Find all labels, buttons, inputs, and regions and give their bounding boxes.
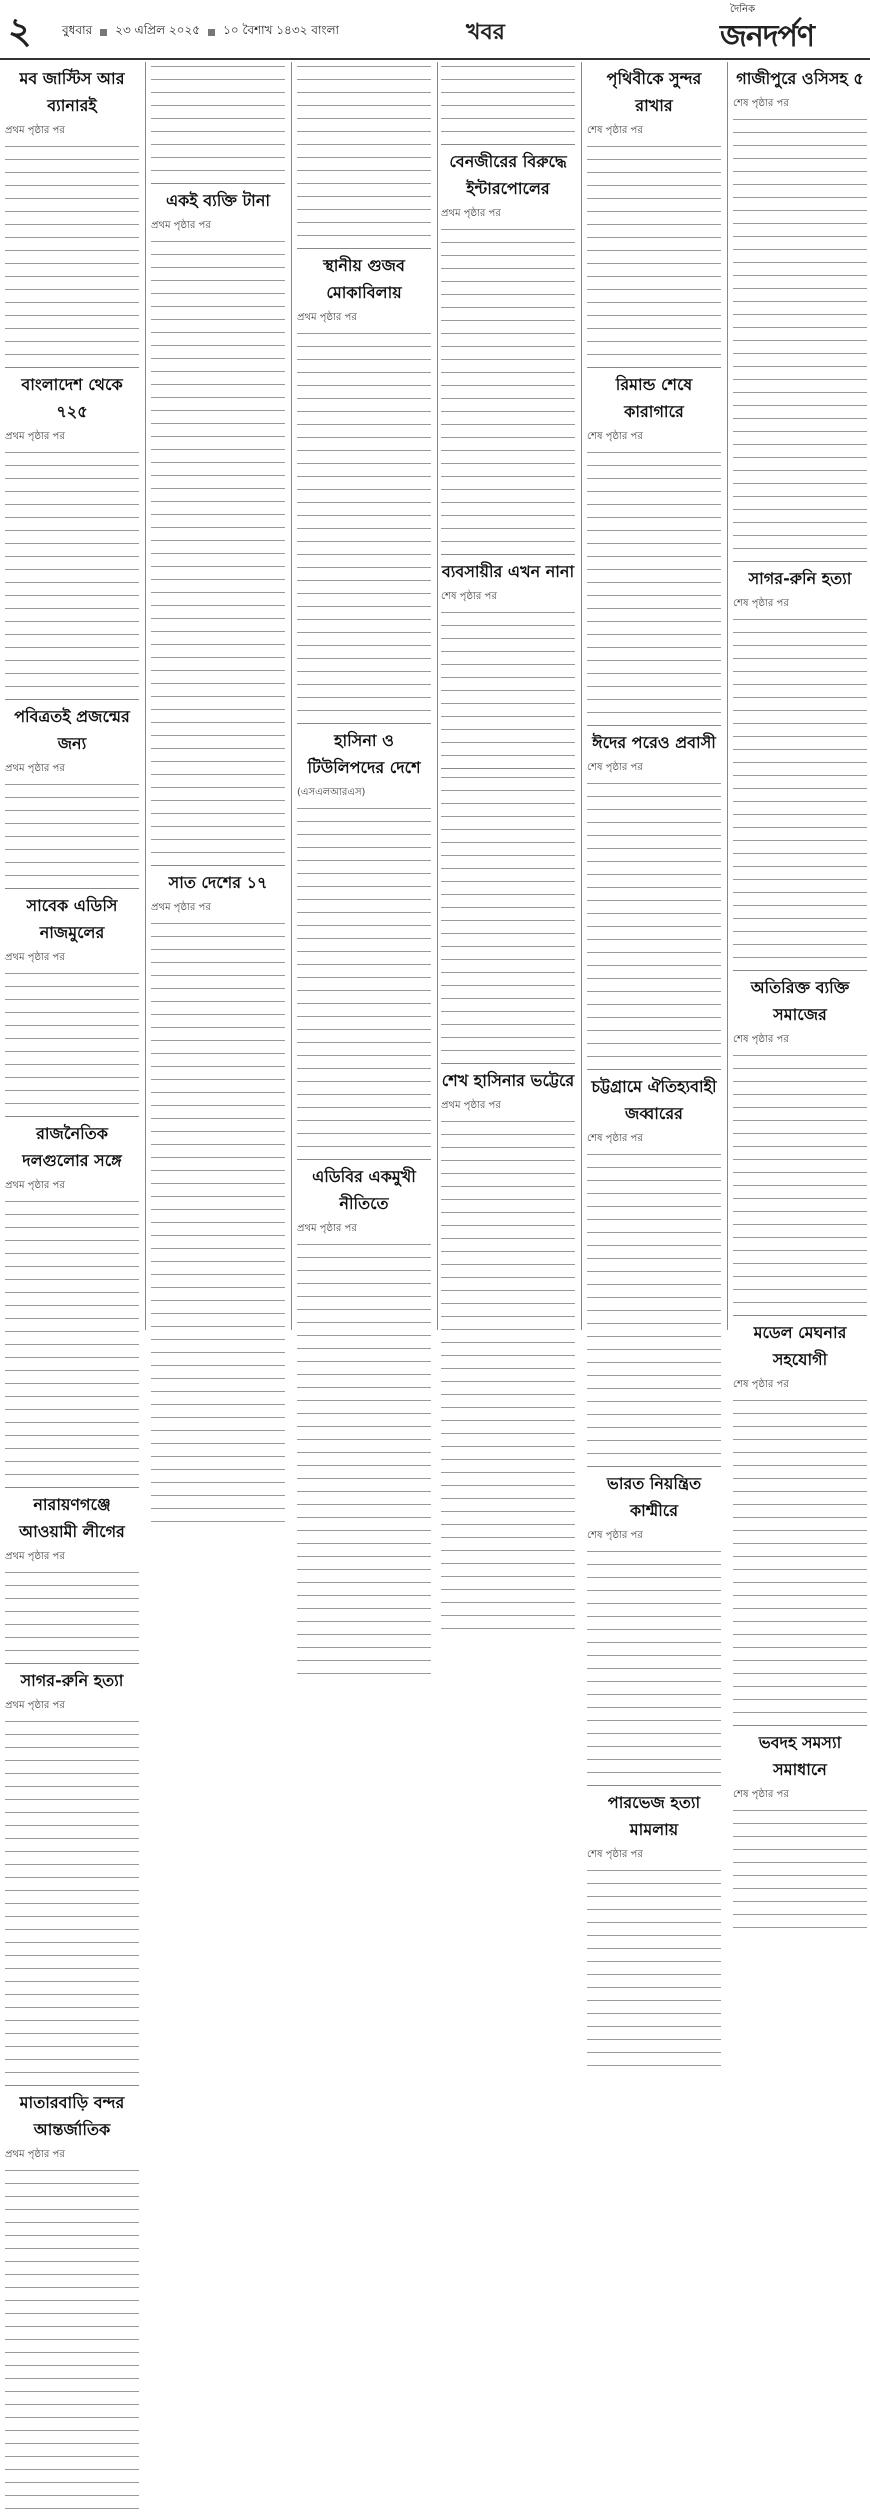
separator-square-icon: [208, 29, 215, 36]
column-1: [5, 62, 139, 2160]
continuation-note: প্রথম পৃষ্ঠার পর: [5, 952, 65, 963]
article-headline[interactable]: স্থানীয় গুজব মোকাবিলায়: [323, 256, 405, 302]
article-divider: [587, 1466, 721, 1467]
article: [441, 149, 575, 550]
article-body: [297, 804, 431, 1155]
separator-square-icon: [100, 29, 107, 36]
article-divider: [5, 2085, 139, 2086]
article-body: [5, 142, 139, 363]
article-headline[interactable]: এডিবির একমুখী নীতিতে: [312, 1167, 416, 1213]
article-divider: [587, 1069, 721, 1070]
article-divider: [733, 1315, 867, 1316]
article-headline[interactable]: পৃথিবীকে সুন্দর রাখার: [606, 69, 702, 115]
article-headline[interactable]: ভারত নিয়ন্ত্রিত কাশ্মীরে: [606, 1474, 702, 1520]
article-divider: [151, 865, 285, 866]
article: [441, 773, 575, 1059]
continuation-note: শেষ পৃষ্ঠার পর: [733, 1034, 789, 1045]
continuation-note: প্রথম পৃষ্ঠার পর: [297, 312, 357, 323]
logo-prefix: দৈনিক: [730, 4, 756, 15]
continuation-note: প্রথম পৃষ্ঠার পর: [5, 1551, 65, 1562]
article-divider: [587, 725, 721, 726]
continuation-note: শেষ পৃষ্ঠার পর: [587, 125, 643, 136]
article-body: [297, 1240, 431, 1682]
article-body: [5, 780, 139, 884]
continuation-note: শেষ পৃষ্ঠার পর: [733, 1789, 789, 1800]
article-body: [441, 1117, 575, 1637]
article: [587, 1074, 721, 1462]
article-divider: [5, 1116, 139, 1117]
article-body: [587, 142, 721, 363]
article: [5, 66, 139, 363]
column-3: [297, 62, 431, 1330]
masthead: [0, 0, 870, 60]
article-divider: [733, 1725, 867, 1726]
column-6: [733, 62, 867, 1800]
continuation-note: শেষ পৃষ্ঠার পর: [587, 1849, 643, 1860]
article: [297, 728, 431, 1155]
article-divider: [733, 561, 867, 562]
article-divider: [441, 768, 575, 769]
article-divider: [5, 1663, 139, 1664]
article-divider: [5, 367, 139, 368]
article-headline[interactable]: সাত দেশের ১৭: [168, 873, 268, 892]
article-body: [587, 779, 721, 1065]
article-headline[interactable]: ঈদের পরেও প্রবাসী: [592, 733, 716, 752]
article: [5, 1492, 139, 1659]
continuation-note: শেষ পৃষ্ঠার পর: [587, 431, 643, 442]
article: [733, 566, 867, 966]
continuation-note: শেষ পৃষ্ঠার পর: [587, 762, 643, 773]
article-headline[interactable]: হাসিনা ও টিউলিপদের দেশে: [307, 731, 421, 777]
article-headline[interactable]: ভবদহ সমস্যা সমাধানে: [758, 1733, 842, 1779]
article-headline[interactable]: গাজীপুরে ওসিসহ ৫: [736, 69, 864, 88]
continuation-note: প্রথম পৃষ্ঠার পর: [441, 208, 501, 219]
continuation-note: শেষ পৃষ্ঠার পর: [441, 591, 497, 602]
continuation-note: প্রথম পৃষ্ঠার পর: [5, 431, 65, 442]
article-divider: [733, 970, 867, 971]
article: [733, 1320, 867, 1721]
article-body: [733, 615, 867, 966]
article-headline[interactable]: রাজনৈতিক দলগুলোর সঙ্গে: [22, 1124, 122, 1170]
article-headline[interactable]: মাতারবাড়ি বন্দর আন্তর্জাতিক: [19, 2093, 125, 2139]
article-headline[interactable]: মডেল মেঘনার সহযোগী: [753, 1323, 847, 1369]
article: [297, 1164, 431, 1682]
article-divider: [151, 183, 285, 184]
page-number: ২: [8, 11, 32, 52]
gregorian-date: ২৩ এপ্রিল ২০২৫: [115, 23, 201, 37]
continuation-note: প্রথম পৃষ্ঠার পর: [5, 763, 65, 774]
article: [733, 1730, 867, 1936]
article-body: [733, 1806, 867, 1936]
continuation-note: প্রথম পৃষ্ঠার পর: [5, 125, 65, 136]
section-title: খবর: [466, 19, 505, 45]
article-headline[interactable]: সাগর-রুনি হত্যা: [748, 569, 852, 588]
continuation-note: প্রথম পৃষ্ঠার পর: [5, 1700, 65, 1711]
article-headline[interactable]: নারায়ণগঞ্জে আওয়ামী লীগের: [19, 1495, 125, 1541]
article-body: [5, 1197, 139, 1483]
article: [441, 62, 575, 140]
article: [5, 372, 139, 695]
article-body: [587, 1866, 721, 2074]
article-body: [441, 225, 575, 550]
article-headline[interactable]: বাংলাদেশ থেকে ৭২৫: [21, 375, 123, 421]
article-body: [297, 62, 431, 244]
article: [5, 1121, 139, 1483]
article: [5, 893, 139, 1112]
article-headline[interactable]: পবিত্রতই প্রজন্মের জন্য: [14, 707, 130, 753]
article-body: [5, 448, 139, 695]
continuation-note: প্রথম পৃষ্ঠার পর: [297, 1223, 357, 1234]
article: [587, 1471, 721, 1781]
article: [5, 2090, 139, 2517]
article: [587, 66, 721, 363]
article-headline[interactable]: পারভেজ হত্যা মামলায়: [607, 1793, 701, 1839]
article-headline[interactable]: বেনজীরের বিরুদ্ধে ইন্টারপোলের: [449, 152, 567, 198]
article-headline[interactable]: একই ব্যক্তি টানা: [165, 191, 271, 210]
article-headline[interactable]: শেখ হাসিনার ভট্টেরে: [441, 1071, 575, 1090]
article: [441, 559, 575, 764]
article: [441, 1068, 575, 1637]
article: [733, 66, 867, 557]
article-body: [151, 237, 285, 861]
continuation-note: শেষ পৃষ্ঠার পর: [587, 1530, 643, 1541]
column-rule: [581, 62, 582, 1330]
continuation-note: প্রথম পৃষ্ঠার পর: [5, 2149, 65, 2160]
article-body: [733, 1396, 867, 1721]
logo-title: জনদর্পণ: [720, 19, 815, 54]
article-headline[interactable]: মব জাস্টিস আর ব্যানারই: [19, 69, 125, 115]
bangla-date: ১০ বৈশাখ ১৪৩২ বাংলা: [223, 23, 340, 37]
article-headline[interactable]: ব্যবসায়ীর এখন নানা: [441, 562, 575, 581]
article-body: [297, 329, 431, 719]
article: [587, 1790, 721, 2074]
column-rule: [291, 62, 292, 1330]
article-divider: [5, 888, 139, 889]
continuation-note: শেষ পৃষ্ঠার পর: [587, 1133, 643, 1144]
newspaper-logo: [712, 2, 864, 52]
continuation-note: শেষ পৃষ্ঠার পর: [733, 1379, 789, 1390]
column-rule: [437, 62, 438, 1330]
article-body: [441, 608, 575, 764]
article-body: [151, 919, 285, 1530]
article-body: [441, 62, 575, 140]
article-body: [5, 969, 139, 1112]
column-5: [587, 62, 721, 1860]
article-body: [5, 1568, 139, 1659]
column-2: [151, 62, 285, 1330]
article-body: [587, 448, 721, 721]
article-divider: [441, 144, 575, 145]
article: [587, 730, 721, 1065]
column-4: [441, 62, 575, 1330]
article-body: [587, 1150, 721, 1462]
article-divider: [5, 699, 139, 700]
article-body: [151, 62, 285, 179]
article: [587, 372, 721, 721]
article: [733, 975, 867, 1311]
article-divider: [5, 1487, 139, 1488]
article-body: [5, 1717, 139, 2081]
continuation-note: প্রথম পৃষ্ঠার পর: [441, 1100, 501, 1111]
article-body: [5, 2166, 139, 2517]
dateline: [62, 22, 339, 42]
article-body: [733, 115, 867, 557]
article: [151, 188, 285, 861]
article: [5, 1668, 139, 2081]
article: [297, 62, 431, 244]
article-headline[interactable]: সাবেক এডিসি নাজমুলের: [26, 896, 118, 942]
column-rule: [145, 62, 146, 1330]
article-divider: [587, 1785, 721, 1786]
continuation-note: (এসএলআরএস): [297, 787, 366, 798]
article-divider: [587, 367, 721, 368]
article: [151, 870, 285, 1530]
article: [297, 253, 431, 719]
continuation-note: প্রথম পৃষ্ঠার পর: [151, 220, 211, 231]
article-divider: [297, 723, 431, 724]
article-headline[interactable]: সাগর-রুনি হত্যা: [20, 1671, 124, 1690]
article-headline[interactable]: চট্টগ্রামে ঐতিহ্যবাহী জব্বারের: [591, 1077, 717, 1123]
continuation-note: প্রথম পৃষ্ঠার পর: [5, 1180, 65, 1191]
article-headline[interactable]: অতিরিক্ত ব্যক্তি সমাজের: [750, 978, 850, 1024]
day-label: বুধবার: [62, 23, 93, 37]
article-body: [587, 1547, 721, 1781]
continuation-note: প্রথম পৃষ্ঠার পর: [151, 902, 211, 913]
article-body: [733, 1051, 867, 1311]
article-divider: [441, 554, 575, 555]
continuation-note: শেষ পৃষ্ঠার পর: [733, 98, 789, 109]
column-rule: [727, 62, 728, 1330]
article-divider: [297, 1159, 431, 1160]
article-body: [441, 773, 575, 1059]
article: [5, 704, 139, 884]
continuation-note: শেষ পৃষ্ঠার পর: [733, 598, 789, 609]
article-headline[interactable]: রিমান্ড শেষে কারাগারে: [615, 375, 693, 421]
article: [151, 62, 285, 179]
article-divider: [297, 248, 431, 249]
article-divider: [441, 1063, 575, 1064]
